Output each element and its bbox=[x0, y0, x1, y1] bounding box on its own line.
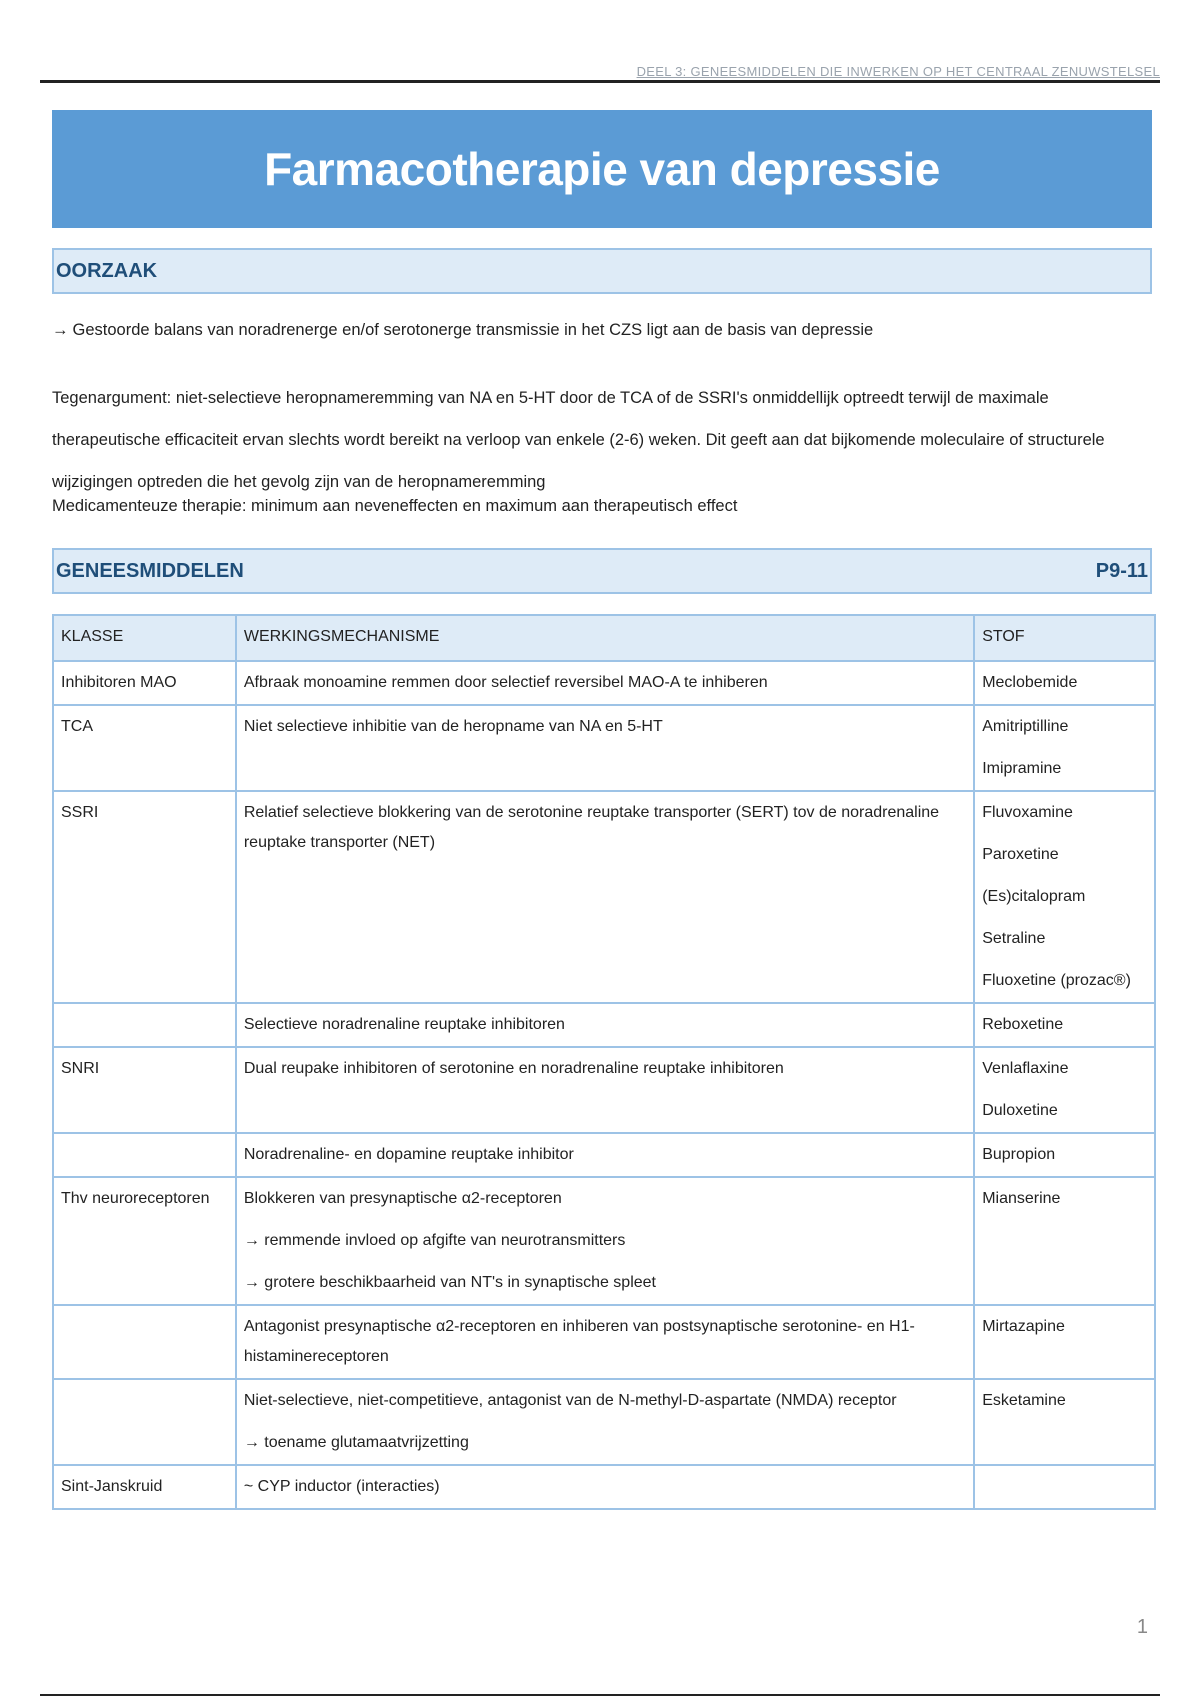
table-row bbox=[53, 1003, 1155, 1047]
cell-klasse: Sint-Janskruid bbox=[53, 1465, 236, 1509]
table-row bbox=[53, 1305, 1155, 1379]
paragraph-cause-text: Gestoorde balans van noradrenerge en/of serotonerge transmissie in het CZS ligt aan de basis van depressie bbox=[72, 321, 874, 339]
cell-werkingsmechanisme bbox=[236, 791, 974, 1003]
substance-line: (Es)citalopram bbox=[982, 888, 1086, 905]
header-werkingsmechanisme: WERKINGSMECHANISME bbox=[236, 615, 974, 661]
table-row bbox=[53, 1379, 1155, 1465]
cell-klasse bbox=[53, 1003, 236, 1047]
table-row bbox=[53, 1465, 1155, 1509]
substance-line: Reboxetine bbox=[982, 1016, 1064, 1033]
table-body bbox=[53, 661, 1155, 1509]
substance-line: Mirtazapine bbox=[982, 1318, 1065, 1335]
cell-stof bbox=[974, 1177, 1155, 1305]
page-number: 1 bbox=[1136, 1616, 1148, 1638]
mechanism-line: Noradrenaline- en dopamine reuptake inhibitor bbox=[243, 1146, 574, 1163]
mechanism-line: Niet selectieve inhibitie van de heropname van NA en 5-HT bbox=[243, 718, 663, 735]
header-stof: STOF bbox=[974, 615, 1155, 661]
substance-line: Venlaflaxine bbox=[982, 1060, 1069, 1077]
substance-line: Esketamine bbox=[982, 1392, 1066, 1409]
header-rule bbox=[40, 80, 1160, 83]
cell-klasse: SNRI bbox=[53, 1047, 236, 1133]
paragraph-therapy: Medicamenteuze therapie: minimum aan neveneffecten en maximum aan therapeutisch effect bbox=[52, 497, 738, 515]
substance-line: Fluoxetine (prozac®) bbox=[982, 972, 1131, 989]
cell-klasse bbox=[53, 1305, 236, 1379]
cell-werkingsmechanisme bbox=[236, 705, 974, 791]
table-row bbox=[53, 1177, 1155, 1305]
arrow-glyph: → bbox=[52, 321, 69, 339]
mechanism-line: → toename glutamaatvrijzetting bbox=[243, 1434, 469, 1451]
cell-werkingsmechanisme bbox=[236, 661, 974, 705]
header-klasse: KLASSE bbox=[53, 615, 236, 661]
cell-klasse: Thv neuroreceptoren bbox=[53, 1177, 236, 1305]
section-heading-label: GENEESMIDDELEN bbox=[56, 559, 244, 582]
substance-line: Paroxetine bbox=[982, 846, 1059, 863]
page-reference: P9-11 bbox=[1095, 559, 1148, 582]
cell-werkingsmechanisme bbox=[236, 1465, 974, 1509]
page-title: Farmacotherapie van depressie bbox=[264, 143, 940, 195]
section-heading-label: OORZAAK bbox=[56, 259, 158, 282]
cell-stof bbox=[974, 1003, 1155, 1047]
cell-stof bbox=[974, 1133, 1155, 1177]
cell-klasse: Inhibitoren MAO bbox=[53, 661, 236, 705]
cell-werkingsmechanisme bbox=[236, 1177, 974, 1305]
mechanism-line: → remmende invloed op afgifte van neurotransmitters bbox=[243, 1232, 626, 1249]
table-row bbox=[53, 705, 1155, 791]
mechanism-line: ~ CYP inductor (interacties) bbox=[243, 1478, 440, 1495]
paragraph-cause bbox=[52, 309, 1152, 351]
running-header: DEEL 3: GENEESMIDDELEN DIE INWERKEN OP HET CENTRAAL ZENUWSTELSEL bbox=[636, 64, 1160, 79]
table-row bbox=[53, 1133, 1155, 1177]
table-row bbox=[53, 661, 1155, 705]
mechanism-line: Blokkeren van presynaptische α2-receptoren bbox=[243, 1190, 562, 1207]
substance-line: Imipramine bbox=[982, 760, 1062, 777]
cell-stof bbox=[974, 661, 1155, 705]
substance-line: Setraline bbox=[982, 930, 1046, 947]
cell-stof bbox=[974, 1379, 1155, 1465]
cell-werkingsmechanisme bbox=[236, 1133, 974, 1177]
paragraph-counterargument: Tegenargument: niet-selectieve heropnameremming van NA en 5-HT door de TCA of de SSRI's onmiddellijk optreedt terwijl de maximale therapeutische efficaciteit ervan slechts wordt bereikt na verloop van enkele (2-6) weken. Dit geeft aan dat bijkomende moleculaire of structurele wijzigingen optreden die het gevolg zijn van de heropnameremming bbox=[52, 389, 1105, 491]
table-row bbox=[53, 791, 1155, 1003]
footer-rule bbox=[40, 1694, 1160, 1696]
mechanism-line: Niet-selectieve, niet-competitieve, antagonist van de N-methyl-D-aspartate (NMDA) receptor bbox=[243, 1392, 897, 1409]
mechanism-line: Antagonist presynaptische α2-receptoren en inhiberen van postsynaptische serotonine- en H1- histaminereceptoren bbox=[243, 1318, 915, 1365]
substance-line: Bupropion bbox=[982, 1146, 1056, 1163]
cell-stof bbox=[974, 1305, 1155, 1379]
section-heading-oorzaak bbox=[52, 248, 1152, 294]
mechanism-line: Selectieve noradrenaline reuptake inhibitoren bbox=[243, 1016, 565, 1033]
table-row bbox=[53, 1047, 1155, 1133]
title-banner bbox=[52, 110, 1152, 228]
cell-klasse: SSRI bbox=[53, 791, 236, 1003]
substance-line bbox=[982, 1472, 1147, 1502]
mechanism-line: Afbraak monoamine remmen door selectief reversibel MAO-A te inhiberen bbox=[243, 674, 768, 691]
cell-stof bbox=[974, 1047, 1155, 1133]
cell-werkingsmechanisme bbox=[236, 1305, 974, 1379]
table-header-row bbox=[53, 615, 1155, 661]
mechanism-line: → grotere beschikbaarheid van NT's in synaptische spleet bbox=[243, 1274, 656, 1291]
mechanism-line: Dual reupake inhibitoren of serotonine en noradrenaline reuptake inhibitoren bbox=[243, 1060, 784, 1077]
cell-werkingsmechanisme bbox=[236, 1379, 974, 1465]
cell-klasse: TCA bbox=[53, 705, 236, 791]
substance-line: Amitriptilline bbox=[982, 718, 1069, 735]
cell-stof bbox=[974, 705, 1155, 791]
substance-line: Meclobemide bbox=[982, 674, 1078, 691]
section-heading-geneesmiddelen bbox=[52, 548, 1152, 594]
drug-table bbox=[52, 614, 1156, 1510]
cell-stof bbox=[974, 1465, 1155, 1509]
substance-line: Mianserine bbox=[982, 1190, 1061, 1207]
cell-werkingsmechanisme bbox=[236, 1047, 974, 1133]
cell-stof bbox=[974, 791, 1155, 1003]
substance-line: Duloxetine bbox=[982, 1102, 1058, 1119]
cell-werkingsmechanisme bbox=[236, 1003, 974, 1047]
mechanism-line: Relatief selectieve blokkering van de serotonine reuptake transporter (SERT) tov de noradrenaline reuptake transporter (NET) bbox=[243, 804, 940, 851]
substance-line: Fluvoxamine bbox=[982, 804, 1073, 821]
cell-klasse bbox=[53, 1133, 236, 1177]
cell-klasse bbox=[53, 1379, 236, 1465]
